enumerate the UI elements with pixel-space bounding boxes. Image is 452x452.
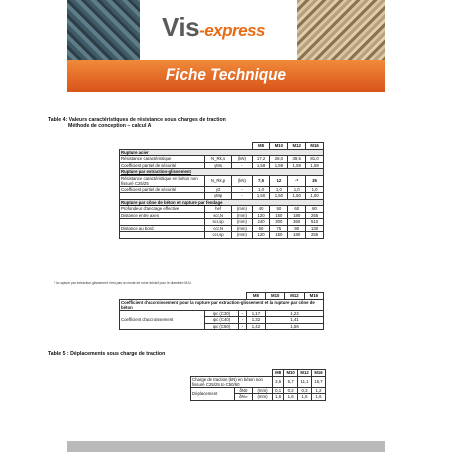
row-unit: - (232, 193, 252, 200)
value-cell: 1,42 (246, 323, 265, 330)
value-cell: 1,22 (266, 310, 324, 317)
table-row (120, 156, 324, 163)
section-title: Rupture par cône de béton et rupture par fendage (120, 199, 324, 206)
row-unit: (kN) (232, 175, 252, 186)
column-header: M16 (312, 370, 326, 377)
value-cell: 60 (252, 225, 270, 232)
value-cell: 1,41 (266, 317, 324, 324)
value-cell: 1,59 (252, 162, 270, 169)
row-label: Résistance caractéristique (120, 156, 205, 163)
brand-logo: Vis-express (162, 12, 265, 42)
value-cell: 0,2 (284, 387, 298, 394)
column-header: M8 (273, 370, 284, 377)
value-cell: 255 (306, 232, 324, 239)
value-cell: 50 (270, 206, 288, 213)
value-cell: 60 (288, 206, 306, 213)
column-header: M10 (284, 370, 298, 377)
row-symbol: δN0 (234, 387, 252, 394)
row-label (120, 232, 205, 239)
table-row (120, 232, 324, 239)
table5-displacement (190, 369, 326, 401)
value-cell: 12 (270, 175, 288, 186)
column-header: M8 (252, 143, 270, 150)
value-cell: 17,2 (252, 156, 270, 163)
value-cell: 120 (252, 212, 270, 219)
table4-increase-factor (119, 292, 324, 330)
value-cell: -* (288, 175, 306, 186)
workbench-photo (67, 0, 140, 60)
value-cell: 1,56 (266, 323, 324, 330)
column-header: M10 (266, 293, 285, 300)
value-cell: 1,6 (284, 394, 298, 401)
value-cell: 11,1 (298, 376, 312, 387)
row-label: Coefficient d'accroissement (120, 310, 205, 330)
value-cell: 80 (306, 206, 324, 213)
load-label: Charge de traction (kN) en béton non fissuré C25/25 to C50/50 (191, 376, 273, 387)
row-unit: - (239, 317, 247, 324)
column-header: M12 (298, 370, 312, 377)
value-cell: 39,5 (288, 156, 306, 163)
value-cell: 75 (270, 225, 288, 232)
column-header: M10 (270, 143, 288, 150)
row-unit: - (239, 310, 247, 317)
table-row (120, 310, 324, 317)
value-cell: 510 (306, 219, 324, 226)
value-cell: 360 (288, 219, 306, 226)
value-cell: 1,2 (312, 387, 326, 394)
value-cell: 1,0 (306, 186, 324, 193)
value-cell: 1,59 (270, 162, 288, 169)
value-cell: 0,3 (298, 387, 312, 394)
row-label: Coefficient partiel de sécurité (120, 162, 205, 169)
row-unit: (mm) (232, 232, 252, 239)
row-symbol: ψc (C50) (205, 323, 239, 330)
table-row (120, 175, 324, 186)
row-symbol: ccr,sp (205, 232, 232, 239)
value-cell: 90 (288, 225, 306, 232)
value-cell: 1,50 (270, 193, 288, 200)
row-unit: (mm) (232, 212, 252, 219)
value-cell: 255 (306, 212, 324, 219)
row-unit: (kN) (232, 156, 252, 163)
value-cell: 1,0 (270, 186, 288, 193)
row-unit: - (232, 186, 252, 193)
value-cell: 7,5 (252, 175, 270, 186)
value-cell: 300 (270, 219, 288, 226)
row-symbol: δN∞ (234, 394, 252, 401)
table4-resistance (119, 142, 324, 239)
value-cell: 16,7 (312, 376, 326, 387)
column-header: M8 (246, 293, 265, 300)
value-cell: 130 (306, 225, 324, 232)
row-unit: (mm) (232, 225, 252, 232)
value-cell: 1,6 (273, 394, 284, 401)
table4-caption: Table 4: Valeurs caractéristiques de résistance sous charges de traction Méthode de conception – calcul A (48, 117, 226, 130)
row-symbol: ψc (C40) (205, 317, 239, 324)
factor-header: Coefficient d'accroissement pour la rupture par extraction-glissement et la rupture par cône de béton (120, 299, 324, 310)
value-cell: 1,6 (298, 394, 312, 401)
row-symbol: γ2 (205, 186, 232, 193)
row-label: Distance au bord (120, 225, 205, 232)
value-cell: 0,1 (273, 387, 284, 394)
table-row (120, 299, 324, 310)
value-cell: 1,0 (288, 186, 306, 193)
row-label: Profondeur d'ancrage effective (120, 206, 205, 213)
row-unit: (mm) (232, 219, 252, 226)
row-symbol: ccr,N (205, 225, 232, 232)
value-cell: 150 (270, 212, 288, 219)
row-symbol: scr,N (205, 212, 232, 219)
row-unit: (mm) (232, 206, 252, 213)
section-title: Rupture par extraction-glissement (120, 169, 324, 176)
screws-photo (297, 0, 385, 60)
section-title: Rupture acier (120, 149, 324, 156)
column-header: M12 (285, 293, 304, 300)
value-cell: 120 (252, 232, 270, 239)
column-header: M12 (288, 143, 306, 150)
page-title: Fiche Technique (165, 65, 287, 84)
column-header: M16 (306, 143, 324, 150)
value-cell: 1,50 (306, 193, 324, 200)
value-cell: 180 (288, 212, 306, 219)
value-cell: 1,50 (288, 193, 306, 200)
value-cell: 1,32 (246, 317, 265, 324)
footer-band (67, 441, 385, 452)
row-label: Coefficient partiel de sécurité (120, 186, 205, 193)
row-label: Résistance caractéristique en béton non fissuré C25/25 (120, 175, 205, 186)
value-cell: 1,59 (306, 162, 324, 169)
row-unit: (mm) (252, 394, 272, 401)
table-row (191, 387, 326, 394)
table4-note: * la rupture par extraction-glissement n'est pas un mode de ruine décisif pour le diamètre M12. (54, 281, 192, 285)
table5-caption: Table 5 : Déplacements sous charge de traction (48, 351, 166, 357)
row-unit: - (239, 323, 247, 330)
value-cell: 1,17 (246, 310, 265, 317)
disp-label: Déplacement (191, 387, 235, 400)
value-cell: 3,6 (273, 376, 284, 387)
value-cell: 28,0 (270, 156, 288, 163)
value-cell: 1,6 (312, 394, 326, 401)
value-cell: 40 (252, 206, 270, 213)
value-cell: 35 (306, 175, 324, 186)
value-cell: 240 (252, 219, 270, 226)
value-cell: 150 (270, 232, 288, 239)
value-cell: 5,7 (284, 376, 298, 387)
row-symbol: γMp (205, 193, 232, 200)
row-symbol: ψc (C30) (205, 310, 239, 317)
value-cell: 1,0 (252, 186, 270, 193)
row-unit: (mm) (252, 387, 272, 394)
row-label: Distance entre axes (120, 212, 205, 219)
row-symbol: N_Rk,p (205, 175, 232, 186)
row-unit: - (232, 162, 252, 169)
table-row (120, 212, 324, 219)
row-symbol: hef (205, 206, 232, 213)
table-row (120, 162, 324, 169)
value-cell: 180 (288, 232, 306, 239)
row-symbol: N_Rk,s (205, 156, 232, 163)
value-cell: 1,59 (288, 162, 306, 169)
row-symbol: γMs (205, 162, 232, 169)
row-symbol: scr,sp (205, 219, 232, 226)
value-cell: 81,0 (306, 156, 324, 163)
value-cell: 1,50 (252, 193, 270, 200)
table-row (191, 376, 326, 387)
column-header: M16 (304, 293, 323, 300)
